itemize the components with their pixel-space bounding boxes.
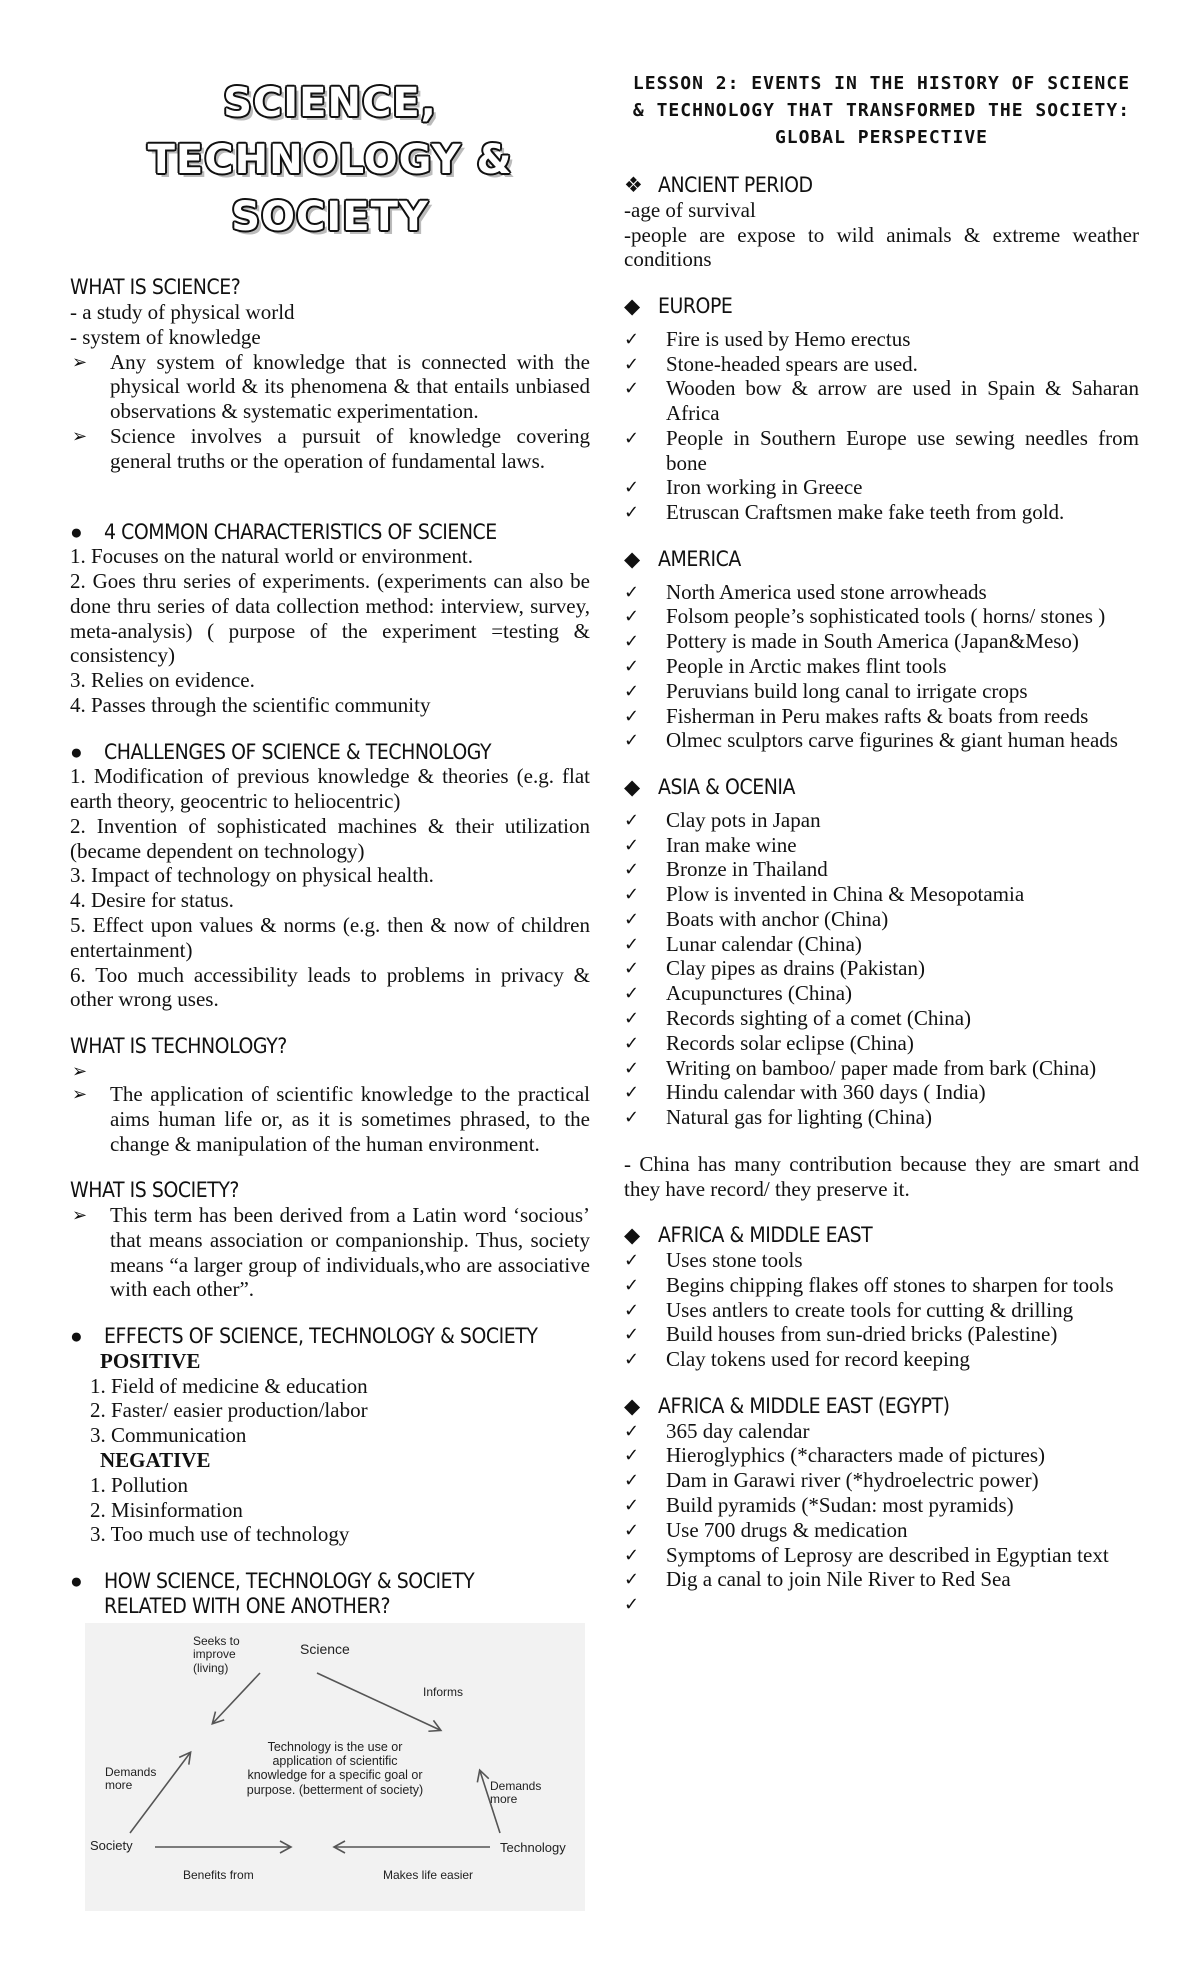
positive-label: POSITIVE — [100, 1348, 201, 1373]
checkmark-icon: ✓ — [624, 1569, 640, 1591]
egypt-heading: ◆ AFRICA & MIDDLE EAST (EGYPT) — [624, 1393, 950, 1418]
asia-item: ✓ Boats with anchor (China) — [624, 906, 889, 931]
diamond-bullet-icon: ◆ — [624, 294, 641, 319]
checkmark-icon: ✓ — [624, 427, 640, 449]
seeks-label: Seeks to improve (living) — [193, 1633, 240, 1676]
europe-item: ✓ Stone-headed spears are used. — [624, 351, 918, 376]
arrow-science-to-society — [213, 1673, 260, 1723]
checkmark-icon: ✓ — [624, 631, 640, 653]
america-item: ✓ North America used stone arrowheads — [624, 579, 987, 604]
egypt-item: ✓ Symptoms of Leprosy are described in Egyptian text — [624, 1542, 1109, 1567]
america-heading: ◆ AMERICA — [624, 546, 741, 571]
europe-item: ✓ Fire is used by Hemo erectus — [624, 326, 911, 351]
egypt-item: ✓ Use 700 drugs & medication — [624, 1517, 908, 1542]
asia-item: ✓ Iran make wine — [624, 832, 797, 857]
related-heading: ● HOW SCIENCE, TECHNOLOGY & SOCIETY RELATED WITH ONE ANOTHER? — [70, 1569, 475, 1618]
checkmark-icon: ✓ — [624, 1007, 640, 1029]
challenges-heading: ● CHALLENGES OF SCIENCE & TECHNOLOGY — [70, 739, 492, 764]
egypt-item: ✓ Build pyramids (*Sudan: most pyramids) — [624, 1492, 1014, 1517]
america-item: ✓ Folsom people’s sophisticated tools ( horns/ stones ) — [624, 604, 1106, 629]
america-item: ✓ Peruvians build long canal to irrigate crops — [624, 678, 1028, 703]
technology-node: Technology — [500, 1839, 566, 1855]
checkmark-icon: ✓ — [624, 328, 640, 350]
negative-item: 2. Misinformation — [90, 1497, 243, 1522]
demands-more-left-label: Demands more — [105, 1764, 157, 1793]
checkmark-icon: ✓ — [624, 1082, 640, 1104]
egypt-list — [624, 1419, 1139, 1616]
asia-item: ✓ Acupunctures (China) — [624, 981, 853, 1006]
page-title — [70, 75, 590, 245]
africa-heading: ◆ AFRICA & MIDDLE EAST — [624, 1223, 873, 1248]
negative-item: 3. Too much use of technology — [90, 1522, 350, 1547]
europe-list — [624, 327, 1139, 525]
technology-heading: WHAT IS TECHNOLOGY? — [70, 1034, 287, 1059]
asia-item: ✓ Plow is invented in China & Mesopotamia — [624, 882, 1025, 907]
checkmark-icon: ✓ — [624, 908, 640, 930]
america-item: ✓ Fisherman in Peru makes rafts & boats from reeds — [624, 703, 1089, 728]
checkmark-icon: ✓ — [624, 859, 640, 881]
egypt-item — [624, 1592, 1139, 1615]
europe-item: ✓ Etruscan Craftsmen make fake teeth from gold. — [624, 500, 1065, 525]
checkmark-icon: ✓ — [624, 581, 640, 603]
demands-more-right-label: Demands more — [490, 1778, 542, 1807]
effects-heading: ● EFFECTS OF SCIENCE, TECHNOLOGY & SOCIETY — [70, 1324, 538, 1349]
negative-label: NEGATIVE — [100, 1448, 211, 1473]
science-node: Science — [300, 1640, 350, 1657]
europe-item: ✓ Wooden bow & arrow are used in Spain & Saharan Africa — [624, 376, 1139, 426]
checkmark-icon: ✓ — [624, 933, 640, 955]
arrow-science-to-technology — [317, 1673, 440, 1730]
diamond-bullet-icon: ❖ — [624, 173, 643, 197]
makes-life-easier-label: Makes life easier — [383, 1867, 474, 1882]
characteristic-item: 1. Focuses on the natural world or environment. — [70, 544, 473, 569]
challenge-item: 3. Impact of technology on physical health. — [70, 863, 434, 888]
checkmark-icon: ✓ — [624, 477, 640, 499]
diamond-bullet-icon: ◆ — [624, 1223, 641, 1248]
asia-item: ✓ Writing on bamboo/ paper made from bark (China) — [624, 1055, 1097, 1080]
checkmark-icon: ✓ — [624, 1057, 640, 1079]
arrow-bullet-icon: ➢ — [72, 1205, 88, 1227]
sts-relationship-diagram — [85, 1623, 585, 1911]
science-bullet: ➢ Science involves a pursuit of knowledge covering general truths or the operation of fundamental laws. — [72, 423, 590, 473]
center-description: Technology is the use or application of scientific knowledge for a specific goal or purpose. (betterment of society) — [246, 1739, 424, 1797]
asia-item: ✓ Hindu calendar with 360 days ( India) — [624, 1080, 986, 1105]
asia-item: ✓ Natural gas for lighting (China) — [624, 1105, 932, 1130]
america-list — [624, 580, 1139, 753]
asia-heading: ◆ ASIA & OCENIA — [624, 775, 795, 800]
asia-list — [624, 808, 1139, 1130]
europe-heading: ◆ EUROPE — [624, 294, 733, 319]
asia-item: ✓ Lunar calendar (China) — [624, 931, 862, 956]
checkmark-icon: ✓ — [624, 1349, 640, 1371]
checkmark-icon: ✓ — [624, 680, 640, 702]
positive-item: 2. Faster/ easier production/labor — [90, 1398, 368, 1423]
challenge-item: 4. Desire for status. — [70, 888, 234, 913]
checkmark-icon: ✓ — [624, 378, 640, 400]
africa-item: ✓ Uses antlers to create tools for cutting & drilling — [624, 1297, 1074, 1322]
arrow-bullet-icon: ➢ — [72, 1084, 88, 1106]
technology-bullet — [70, 1059, 590, 1082]
checkmark-icon: ✓ — [624, 834, 640, 856]
technology-bullet: ➢ The application of scientific knowledge to the practical aims human life or, as it is sometimes phrased, to the change & manipulation of the human environment. — [72, 1082, 590, 1156]
egypt-item: ✓ Dam in Garawi river (*hydroelectric power) — [624, 1468, 1039, 1493]
lesson-title: LESSON 2: EVENTS IN THE HISTORY OF SCIENCE & TECHNOLOGY THAT TRANSFORMED THE SOCIETY: GLOBAL PERSPECTIVE — [632, 73, 1131, 148]
diamond-bullet-icon: ◆ — [624, 546, 641, 571]
arrow-bullet-icon: ➢ — [72, 425, 88, 447]
checkmark-icon: ✓ — [624, 1324, 640, 1346]
science-line: - a study of physical world — [70, 300, 295, 325]
title-line-1: SCIENCE, TECHNOLOGY & — [147, 80, 513, 183]
right-column — [624, 0, 1139, 1615]
characteristic-item: 4. Passes through the scientific community — [70, 692, 431, 717]
circle-bullet-icon: ● — [70, 1324, 83, 1349]
circle-bullet-icon: ● — [70, 1569, 83, 1594]
checkmark-icon: ✓ — [624, 1420, 640, 1442]
asia-item: ✓ Records sighting of a comet (China) — [624, 1005, 972, 1030]
society-heading: WHAT IS SOCIETY? — [70, 1178, 240, 1203]
challenge-item: 6. Too much accessibility leads to problems in privacy & other wrong uses. — [70, 962, 590, 1012]
negative-item: 1. Pollution — [90, 1472, 189, 1497]
checkmark-icon: ✓ — [624, 1250, 640, 1272]
challenge-item: 1. Modification of previous knowledge & theories (e.g. flat earth theory, geocentric to heliocentric) — [70, 764, 590, 814]
asia-item: ✓ Records solar eclipse (China) — [624, 1030, 914, 1055]
america-item: ✓ People in Arctic makes flint tools — [624, 654, 947, 679]
circle-bullet-icon: ● — [70, 739, 83, 764]
asia-item: ✓ Clay pipes as drains (Pakistan) — [624, 956, 925, 981]
diamond-bullet-icon: ◆ — [624, 1393, 641, 1418]
characteristics-heading: ● 4 COMMON CHARACTERISTICS OF SCIENCE — [70, 519, 497, 544]
science-bullet: ➢ Any system of knowledge that is connected with the physical world & its phenomena & that entails unbiased observations & systematic experimentation. — [72, 349, 590, 424]
checkmark-icon: ✓ — [624, 730, 640, 752]
africa-item: ✓ Clay tokens used for record keeping — [624, 1347, 970, 1372]
arrow-bullet-icon: ➢ — [72, 1060, 88, 1082]
positive-item: 3. Communication — [90, 1423, 247, 1448]
africa-item: ✓ Begins chipping flakes off stones to sharpen for tools — [624, 1272, 1114, 1297]
challenge-item: 5. Effect upon values & norms (e.g. then & now of children entertainment) — [70, 913, 590, 962]
characteristic-item: 2. Goes thru series of experiments. (experiments can also be done thru series of data collection method: interview, survey, meta-analysis) ( purpose of the experiment =testing & consistency) — [70, 569, 590, 668]
africa-item: ✓ Build houses from sun-dried bricks (Palestine) — [624, 1322, 1058, 1347]
diamond-bullet-icon: ◆ — [624, 775, 641, 800]
america-item: ✓ Olmec sculptors carve figurines & giant human heads — [624, 728, 1118, 753]
checkmark-icon: ✓ — [624, 809, 640, 831]
checkmark-icon: ✓ — [624, 1445, 640, 1467]
checkmark-icon: ✓ — [624, 502, 640, 524]
checkmark-icon: ✓ — [624, 1032, 640, 1054]
checkmark-icon: ✓ — [624, 983, 640, 1005]
society-node: Society — [90, 1837, 133, 1853]
america-item: ✓ Pottery is made in South America (Japan&Meso) — [624, 629, 1079, 654]
challenge-item: 2. Invention of sophisticated machines & their utilization (became dependent on technology) — [70, 813, 590, 863]
checkmark-icon: ✓ — [624, 1107, 640, 1129]
egypt-item: ✓ Dig a canal to join Nile River to Red Sea — [624, 1567, 1011, 1592]
arrow-bullet-icon: ➢ — [72, 351, 88, 373]
egypt-item: ✓ 365 day calendar — [624, 1418, 810, 1443]
checkmark-icon: ✓ — [624, 1544, 640, 1566]
checkmark-icon: ✓ — [624, 606, 640, 628]
egypt-item: ✓ Hieroglyphics (*characters made of pictures) — [624, 1443, 1046, 1468]
checkmark-icon: ✓ — [624, 884, 640, 906]
asia-item: ✓ Bronze in Thailand — [624, 857, 828, 882]
africa-item: ✓ Uses stone tools — [624, 1248, 803, 1273]
africa-list — [624, 1248, 1139, 1372]
ancient-line: -people are expose to wild animals & extreme weather conditions — [624, 222, 1139, 272]
europe-item: ✓ Iron working in Greece — [624, 475, 863, 500]
ancient-heading: ❖ ANCIENT PERIOD — [624, 173, 813, 197]
checkmark-icon: ✓ — [624, 1594, 640, 1616]
informs-label: Informs — [423, 1684, 464, 1699]
circle-bullet-icon: ● — [70, 519, 83, 544]
checkmark-icon: ✓ — [624, 958, 640, 980]
checkmark-icon: ✓ — [624, 705, 640, 727]
title-line-2: SOCIETY — [231, 193, 429, 240]
characteristic-item: 3. Relies on evidence. — [70, 668, 255, 693]
science-heading: WHAT IS SCIENCE? — [70, 275, 241, 300]
china-note: - China has many contribution because they are smart and they have record/ they preserve it. — [624, 1151, 1139, 1201]
checkmark-icon: ✓ — [624, 656, 640, 678]
checkmark-icon: ✓ — [624, 1274, 640, 1296]
checkmark-icon: ✓ — [624, 1519, 640, 1541]
positive-item: 1. Field of medicine & education — [90, 1373, 368, 1398]
checkmark-icon: ✓ — [624, 1299, 640, 1321]
checkmark-icon: ✓ — [624, 1494, 640, 1516]
checkmark-icon: ✓ — [624, 353, 640, 375]
europe-item: ✓ People in Southern Europe use sewing needles from bone — [624, 425, 1139, 475]
ancient-line: -age of survival — [624, 197, 756, 222]
benefits-from-label: Benefits from — [183, 1867, 254, 1882]
society-bullet: ➢ This term has been derived from a Latin word ‘socious’ that means association or companionship. Thus, society means “a larger group of individuals,who are associative with each other”. — [72, 1203, 590, 1302]
science-line: - system of knowledge — [70, 324, 261, 349]
left-column — [70, 0, 590, 1911]
asia-item: ✓ Clay pots in Japan — [624, 807, 821, 832]
checkmark-icon: ✓ — [624, 1470, 640, 1492]
